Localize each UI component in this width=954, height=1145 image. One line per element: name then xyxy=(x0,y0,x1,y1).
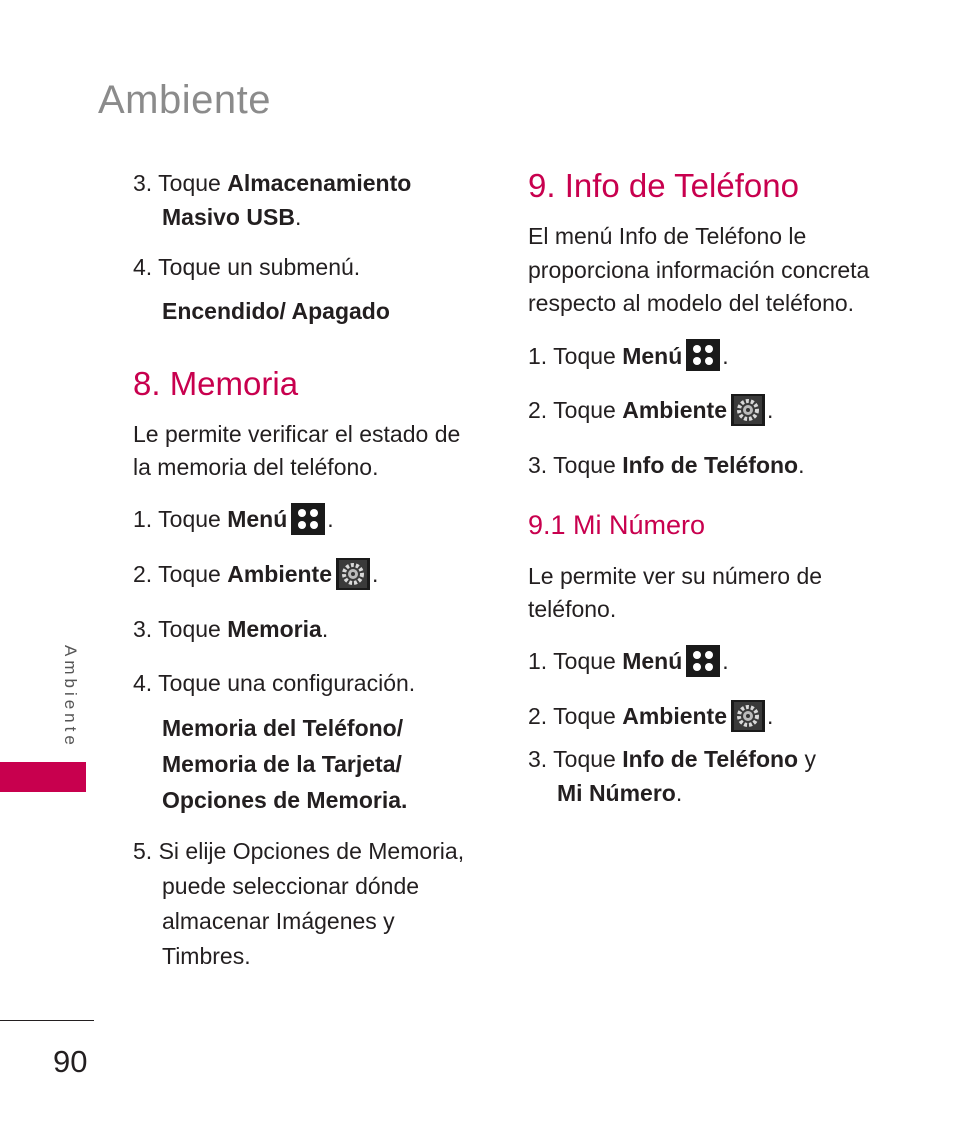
mi-numero-step-3: 3. Toque Info de Teléfono y Mi Número. xyxy=(528,746,817,807)
right-column xyxy=(528,166,878,810)
menu-grid-icon xyxy=(291,503,325,535)
settings-gear-icon xyxy=(731,700,765,732)
memoria-step-1: 1. Toque Menú . xyxy=(133,502,483,537)
section-heading-mi-numero: 9.1 Mi Número xyxy=(528,510,706,541)
info-step-2: 2. Toque Ambiente . xyxy=(528,393,878,428)
page-number: 90 xyxy=(53,1044,88,1079)
side-section-tab xyxy=(0,762,86,792)
usb-step-3: 3. Toque Almacenamiento Masivo USB. xyxy=(133,170,412,230)
settings-gear-icon xyxy=(336,558,370,590)
mi-numero-intro: Le permite ver su número de teléfono. xyxy=(528,563,823,623)
memoria-option-phone: Memoria del Teléfono/ xyxy=(162,714,404,741)
settings-gear-icon xyxy=(731,394,765,426)
section-heading-memoria: 8. Memoria xyxy=(133,365,299,402)
mi-numero-step-1: 1. Toque Menú . xyxy=(528,644,878,679)
memoria-step-5: 5. Si elije Opciones de Memoria, puede seleccionar dónde almacenar Imágenes y Timbres. xyxy=(133,837,465,969)
menu-grid-icon xyxy=(686,339,720,371)
memoria-step-2: 2. Toque Ambiente . xyxy=(133,557,483,592)
memoria-step-4: 4. Toque una configuración. xyxy=(133,669,416,696)
page-title: Ambiente xyxy=(98,78,271,122)
memoria-option-card: Memoria de la Tarjeta/ xyxy=(162,750,402,777)
info-step-3: 3. Toque Info de Teléfono. xyxy=(528,452,805,479)
memoria-step-3: 3. Toque Memoria. xyxy=(133,615,329,642)
usb-step-4-option: Encendido/ Apagado xyxy=(162,298,390,324)
mi-numero-step-2: 2. Toque Ambiente . xyxy=(528,699,878,734)
left-column xyxy=(133,166,483,974)
memoria-option-settings: Opciones de Memoria. xyxy=(162,786,408,813)
memoria-intro: Le permite verificar el estado de la memoria del teléfono. xyxy=(133,421,461,480)
memoria-options xyxy=(133,710,483,818)
side-section-label: Ambiente xyxy=(61,645,80,749)
usb-step-3-target: Almacenamiento xyxy=(227,170,412,196)
menu-grid-icon xyxy=(686,645,720,677)
info-step-1: 1. Toque Menú . xyxy=(528,339,878,374)
footer-rule xyxy=(0,1020,94,1021)
usb-step-4: 4. Toque un submenú. xyxy=(133,254,361,280)
section-heading-info: 9. Info de Teléfono xyxy=(528,167,799,204)
usb-step-3-target-b: Masivo USB xyxy=(162,204,295,230)
info-intro: El menú Info de Teléfono le proporciona información concreta respecto al modelo del teléfono. xyxy=(528,223,870,316)
